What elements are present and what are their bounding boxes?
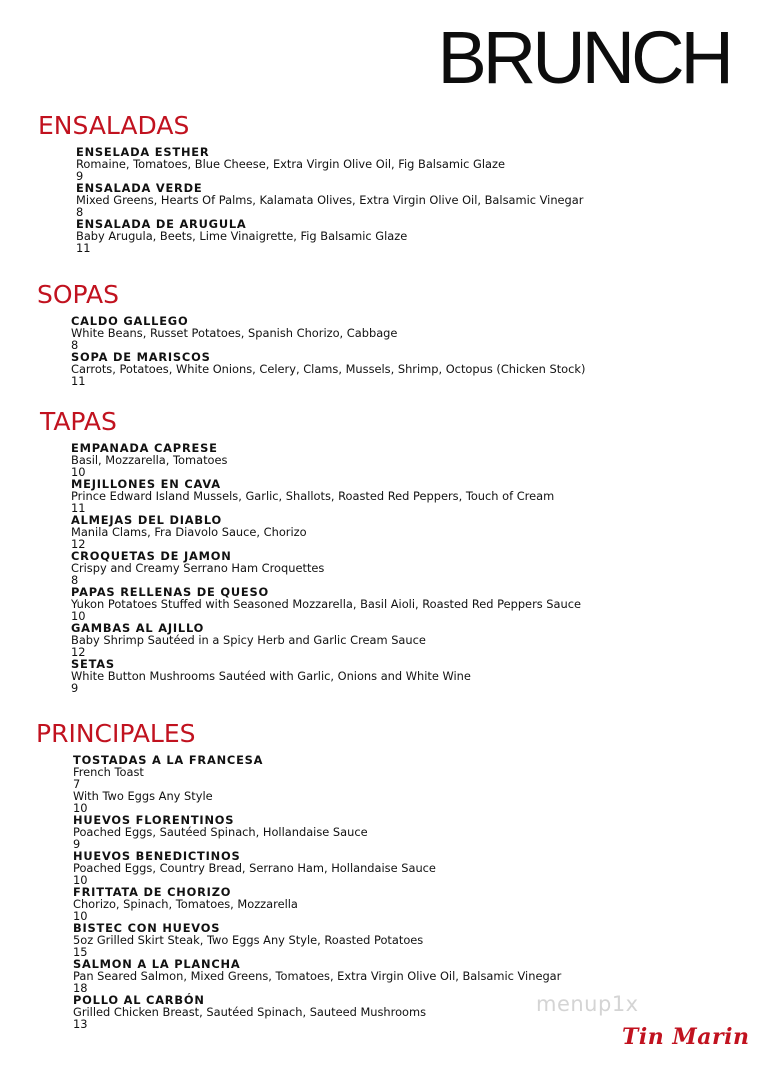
- menu-item-name: ALMEJAS DEL DIABLO: [71, 513, 222, 527]
- section-title-tapas: TAPAS: [40, 407, 117, 436]
- menu-item: [71, 478, 768, 514]
- menu-item-price: 18: [73, 981, 88, 995]
- menu-item-price: 9: [71, 681, 79, 695]
- menu-item-name: TOSTADAS A LA FRANCESA: [73, 753, 264, 767]
- menu-item-name: EMPANADA CAPRESE: [71, 441, 218, 455]
- menu-item-price: 10: [73, 801, 88, 815]
- menu-item-name: CROQUETAS DE JAMON: [71, 549, 232, 563]
- menu-item: [71, 442, 768, 478]
- menu-item-name: SALMON A LA PLANCHA: [73, 957, 241, 971]
- menu-item-price: 10: [71, 465, 86, 479]
- menu-item-description: Grilled Chicken Breast, Sautéed Spinach, Sauteed Mushrooms: [73, 1005, 427, 1019]
- menu-item-description: With Two Eggs Any Style: [73, 789, 213, 803]
- menu-item-price: 7: [73, 777, 81, 791]
- section-principales: [0, 718, 768, 1030]
- section-title-sopas: SOPAS: [37, 280, 119, 309]
- menu-item: [73, 886, 768, 922]
- menu-item: [73, 754, 768, 814]
- menu-item-name: ENSELADA ESTHER: [76, 145, 210, 159]
- menu-item-description: Basil, Mozzarella, Tomatoes: [71, 453, 228, 467]
- menu-item: [76, 146, 768, 182]
- menu-item-name: SETAS: [71, 657, 115, 671]
- menu-item-price: 8: [76, 205, 84, 219]
- menu-item-description: White Beans, Russet Potatoes, Spanish Chorizo, Cabbage: [71, 326, 398, 340]
- section-title-principales: PRINCIPALES: [36, 719, 196, 748]
- menu-items-tapas: [0, 442, 768, 694]
- menu-item-description: Baby Arugula, Beets, Lime Vinaigrette, Fig Balsamic Glaze: [76, 229, 408, 243]
- section-ensaladas: [0, 110, 768, 254]
- menu-item: [73, 850, 768, 886]
- menu-item-name: ENSALADA VERDE: [76, 181, 203, 195]
- menu-item-description: White Button Mushrooms Sautéed with Garlic, Onions and White Wine: [71, 669, 471, 683]
- menu-items-principales: [0, 754, 768, 1030]
- menu-item-name: SOPA DE MARISCOS: [71, 350, 211, 364]
- brand-logo: Tin Marin: [622, 1024, 750, 1050]
- menu-item-price: 10: [73, 909, 88, 923]
- menu-item-description: Romaine, Tomatoes, Blue Cheese, Extra Virgin Olive Oil, Fig Balsamic Glaze: [76, 157, 505, 171]
- menu-item: [73, 958, 768, 994]
- menu-item-name: ENSALADA DE ARUGULA: [76, 217, 247, 231]
- menu-item-price: 9: [76, 169, 84, 183]
- menu-item-name: PAPAS RELLENAS DE QUESO: [71, 585, 269, 599]
- menu-item-price: 8: [71, 338, 79, 352]
- menu-item: [71, 658, 768, 694]
- menu-item-description: 5oz Grilled Skirt Steak, Two Eggs Any Style, Roasted Potatoes: [73, 933, 424, 947]
- menu-item-price: 9: [73, 837, 81, 851]
- section-tapas: [0, 406, 768, 694]
- menu-item-price: 11: [76, 241, 91, 255]
- menu-item: [76, 182, 768, 218]
- menu-item: [71, 315, 768, 351]
- menu-item: [71, 550, 768, 586]
- menu-item: [71, 351, 768, 387]
- menu-items-ensaladas: [0, 146, 768, 254]
- menu-item-price: 12: [71, 645, 86, 659]
- menu-item-name: BISTEC CON HUEVOS: [73, 921, 221, 935]
- menu-item-price: 8: [71, 573, 79, 587]
- menu-item-name: MEJILLONES EN CAVA: [71, 477, 221, 491]
- menu-item: [71, 586, 768, 622]
- menu-item-name: HUEVOS FLORENTINOS: [73, 813, 235, 827]
- section-sopas: [0, 279, 768, 387]
- menu-item-name: FRITTATA DE CHORIZO: [73, 885, 232, 899]
- menu-item-price: 15: [73, 945, 88, 959]
- menu-item-description: Poached Eggs, Sautéed Spinach, Hollandaise Sauce: [73, 825, 368, 839]
- menu-item: [71, 622, 768, 658]
- menu-item: [71, 514, 768, 550]
- menu-item: [73, 922, 768, 958]
- menu-item-description: Yukon Potatoes Stuffed with Seasoned Mozzarella, Basil Aioli, Roasted Red Peppers Sauce: [71, 597, 582, 611]
- menu-item-price: 10: [71, 609, 86, 623]
- menu-item-description: Carrots, Potatoes, White Onions, Celery, Clams, Mussels, Shrimp, Octopus (Chicken Stock): [71, 362, 586, 376]
- menu-item: [73, 814, 768, 850]
- menu-item-price: 12: [71, 537, 86, 551]
- menu-item-name: GAMBAS AL AJILLO: [71, 621, 205, 635]
- watermark: menup1x: [536, 992, 639, 1016]
- menu-item: [76, 218, 768, 254]
- menu-item-price: 10: [73, 873, 88, 887]
- section-title-ensaladas: ENSALADAS: [38, 111, 190, 140]
- menu-item-price: 11: [71, 374, 86, 388]
- menu-item-price: 13: [73, 1017, 88, 1031]
- menu-item-description: Mixed Greens, Hearts Of Palms, Kalamata Olives, Extra Virgin Olive Oil, Balsamic Vinegar: [76, 193, 584, 207]
- menu-item-description: Crispy and Creamy Serrano Ham Croquettes: [71, 561, 325, 575]
- menu-item-name: HUEVOS BENEDICTINOS: [73, 849, 241, 863]
- menu-items-sopas: [0, 315, 768, 387]
- menu-item-description: Prince Edward Island Mussels, Garlic, Shallots, Roasted Red Peppers, Touch of Cream: [71, 489, 555, 503]
- menu-item-description: Baby Shrimp Sautéed in a Spicy Herb and Garlic Cream Sauce: [71, 633, 426, 647]
- menu-item-description: Manila Clams, Fra Diavolo Sauce, Chorizo: [71, 525, 307, 539]
- menu-item-description: Poached Eggs, Country Bread, Serrano Ham, Hollandaise Sauce: [73, 861, 436, 875]
- page-title: BRUNCH: [437, 16, 730, 99]
- menu-item-name: POLLO AL CARBÓN: [73, 993, 205, 1007]
- menu-item-description: Chorizo, Spinach, Tomatoes, Mozzarella: [73, 897, 298, 911]
- menu-item-price: 11: [71, 501, 86, 515]
- menu-item-description: Pan Seared Salmon, Mixed Greens, Tomatoes, Extra Virgin Olive Oil, Balsamic Vinegar: [73, 969, 562, 983]
- menu-item-name: CALDO GALLEGO: [71, 314, 189, 328]
- menu-item-description: French Toast: [73, 765, 144, 779]
